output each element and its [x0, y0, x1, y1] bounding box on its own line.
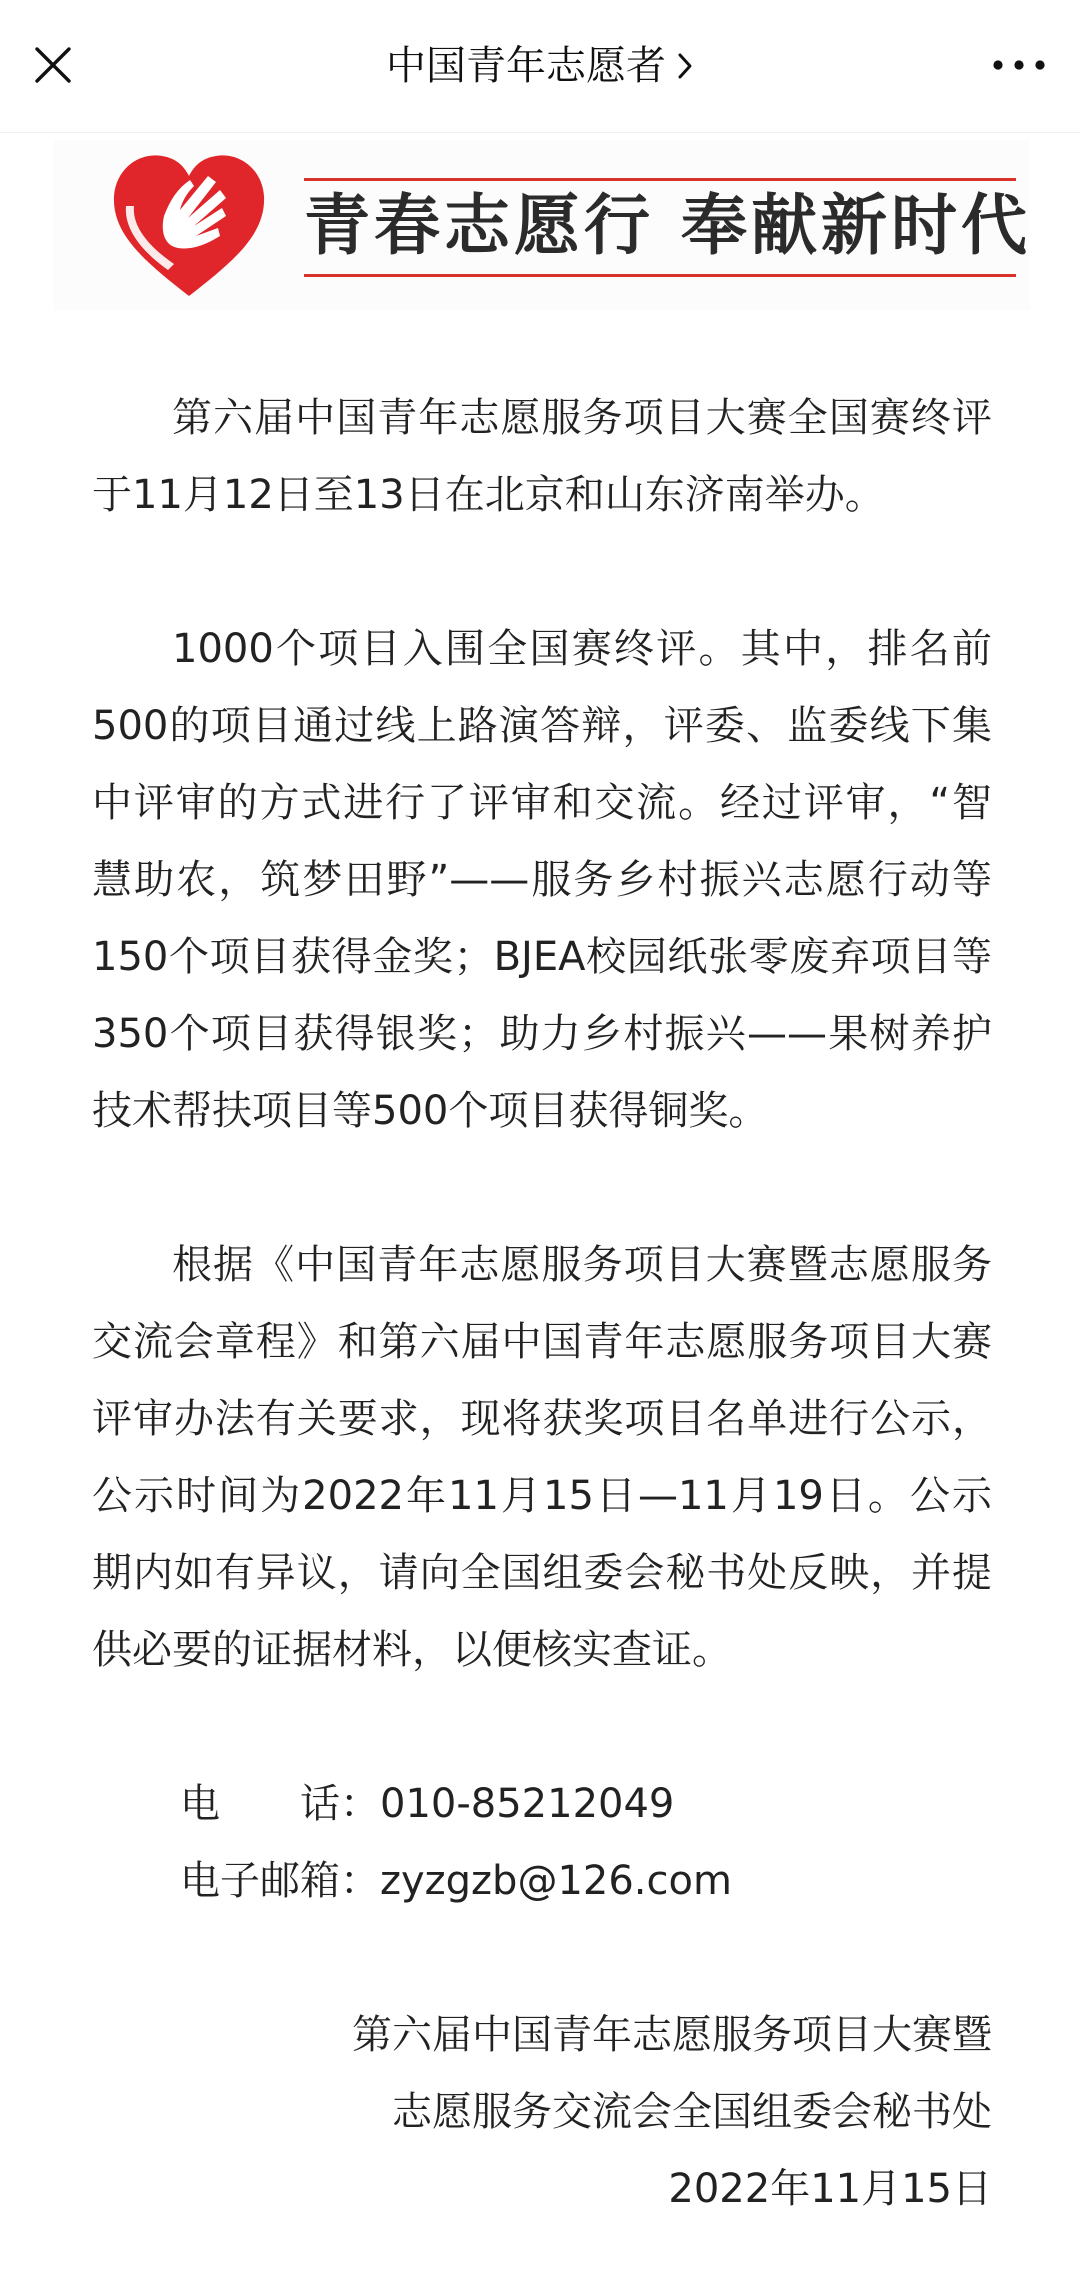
page-title: 中国青年志愿者 [386, 43, 666, 89]
email-label: 电子邮箱： [180, 1858, 380, 1904]
heart-hand-logo [104, 146, 274, 306]
banner-slogan: 青春志愿行 奉献新时代 [304, 186, 1031, 264]
paragraph-intro: 第六届中国青年志愿服务项目大赛全国赛终评于11月12日至13日在北京和山东济南举办。 [92, 395, 992, 518]
phone-label: 电 话： [180, 1781, 380, 1827]
article-banner [54, 140, 1030, 310]
article-body [92, 380, 992, 2228]
more-options-button[interactable] [984, 34, 1054, 96]
email-address[interactable]: zyzgzb@126.com [380, 1858, 732, 1904]
phone-line [92, 1766, 992, 1843]
signature-line-2: 志愿服务交流会全国组委会秘书处 [392, 2089, 992, 2135]
paragraph-results: 1000个项目入围全国赛终评。其中，排名前500的项目通过线上路演答辩，评委、监委线下集中评审的方式进行了评审和交流。经过评审，“智慧助农，筑梦田野”——服务乡村振兴志愿行动等150个项目获得金奖；BJEA校园纸张零废弃项目等350个项目获得银奖；助力乡村振兴——果树养护技术帮扶项目等500个项目获得铜奖。 [92, 626, 992, 1134]
more-icon [991, 58, 1047, 72]
signature-date: 2022年11月15日 [668, 2166, 992, 2212]
banner-bottom-rule [304, 274, 1016, 277]
paragraph-notice: 根据《中国青年志愿服务项目大赛暨志愿服务交流会章程》和第六届中国青年志愿服务项目大赛评审办法有关要求，现将获奖项目名单进行公示，公示时间为2022年11月15日—11月19日。公示期内如有异议，请向全国组委会秘书处反映，并提供必要的证据材料，以便核实查证。 [92, 1242, 992, 1673]
top-navigation-bar [0, 0, 1080, 133]
email-line [92, 1843, 992, 1920]
signature-line-1: 第六届中国青年志愿服务项目大赛暨 [352, 2012, 992, 2058]
chevron-right-icon [676, 38, 694, 98]
account-title-link[interactable] [0, 36, 1080, 98]
phone-number[interactable]: 010-85212049 [380, 1781, 675, 1827]
